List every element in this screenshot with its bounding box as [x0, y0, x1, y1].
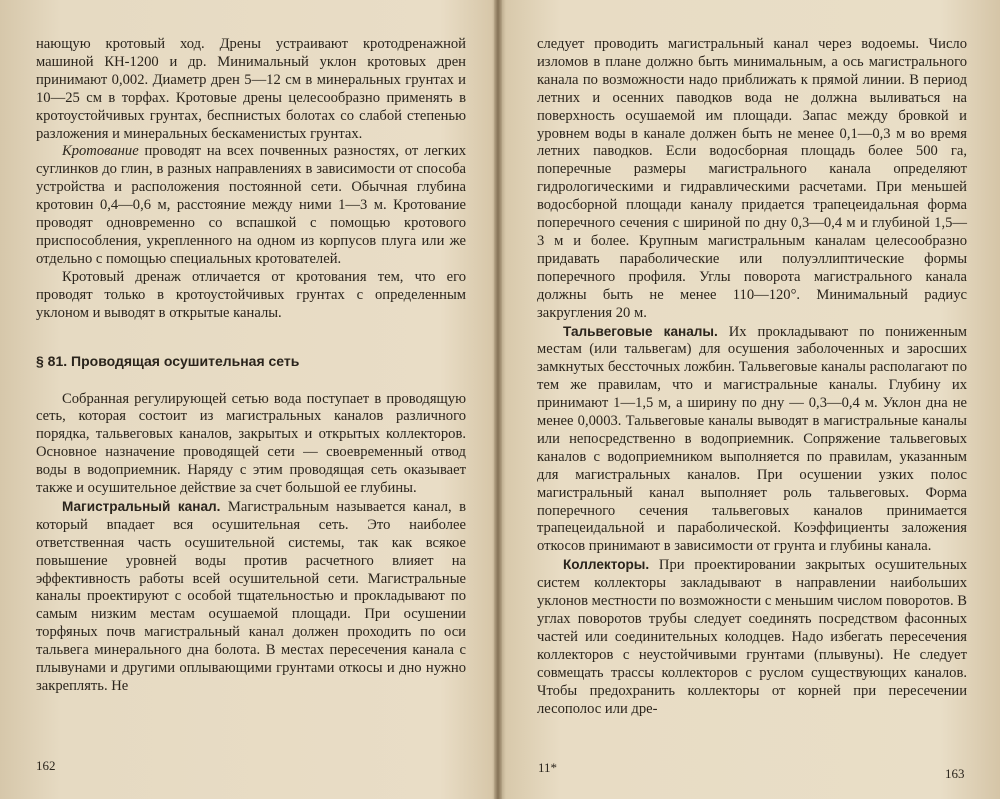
paragraph-main-canal [36, 498, 466, 696]
signature-mark: 11* [538, 760, 558, 775]
paragraph-text: При проектировании закрытых осушительных систем коллекторы закладывают в направлении наибольших уклонов местности по возможности с меньшим числом поворотов. В углах поворотов трубы следует соединять посредством фасонных частей или соединительных колодцев. Надо избегать пересечения коллекторов с неустойчивыми грунтами (плывуны). Не следует совмещать трассы коллекторов с руслом существующих каналов. Чтобы предохранить коллекторы от корней при пересечении лесополос или дре- [537, 557, 967, 717]
right-page [537, 36, 967, 718]
runin-thalweg-canals: Тальвеговые каналы. [563, 323, 718, 339]
paragraph-text: Магистральным называется канал, в который впадает вся осушительная сеть. Это наиболее ответственная часть осушительной системы, так как всякое повышение уровней воды против расчетного влияет на эффективность работы всей осушительной сети. Магистральные каналы проектируют с особой тщательностью и прокладывают по самым низким местам осушаемой площади. При осушении торфяных почв магистральный канал должен проходить по оси тальвега минерального дна болота. В местах пересечения канала с плывунами и другими оплывающими грунтами откосы и дно нужно закреплять. Не [36, 498, 466, 694]
paragraph-text: Их прокладывают по пониженным местам (или тальвегам) для осушения заболоченных и заросших замкнутых бессточных ложбин. Тальвеговые каналы располагают по тем же правилам, что и магистральные каналы. Глубину их принимают 1—1,5 м, а ширину по дну — 0,3—0,4 м. Уклон дна не менее 0,0003. Тальвеговые каналы выводят в магистральные каналы или непосредственно в водоприемник. Сопряжение тальвеговых каналов с водоприемником выполняется по правилам, указанным для магистральных каналов. При осушении узких полос магистральный канал выполняет роль тальвеговых. Форма поперечного сечения тальвеговых каналов принимается трапецеидальной и параболической. Коэффициенты заложения откосов принимают в зависимости от грунта и глубины канала. [537, 323, 967, 555]
runin-main-canal: Магистральный канал. [62, 498, 221, 514]
paragraph-mole-drains: нающую кротовый ход. Дрены устраивают кротодренажной машиной КН-1200 и др. Минимальный уклон кротовых дрен принимают 0,002. Диаметр дрен 5—12 см в минеральных грунтах и 10—25 см в торфах. Кротовые дрены целесообразно применять в кротоустойчивых грунтах, беспнистых болотах со слабой степенью разложения и минеральных бескаменистых грунтах. [36, 36, 466, 142]
runin-collectors: Коллекторы. [563, 557, 650, 573]
book-spine [494, 0, 502, 799]
paragraph-main-canal-cont: следует проводить магистральный канал через водоемы. Число изломов в плане должно быть минимальным, а ось магистрального канала по возможности надо приближать к прямой линии. В период летних и осенних паводков вода не должна выливаться на поверхность осушаемой им площади. Запас между бровкой и уровнем воды в канале должен быть не менее 0,1—0,3 м во время летних паводков. Если водосборная площадь более 500 га, поперечные размеры магистрального канала определяют гидрологическими и гидравлическими расчетами. При меньшей водосборной площади каналу придается трапецеидальная форма поперечного сечения с шириной по дну 0,3—0,4 м и глубиной 1,5—3 м и более. Крупным магистральным каналам целесообразно придавать параболические или полуэллиптические формы поперечного профиля. Углы поворота магистрального канала должны быть не менее 110—120°. Минимальный радиус закругления 20 м. [537, 36, 967, 321]
paragraph-mole-drainage: Кротовый дренаж отличается от кротования тем, что его проводят только в кротоустойчивых грунтах с определенным уклоном и выводят в открытые каналы. [36, 268, 466, 321]
paragraph-text: проводят на всех почвенных разностях, от легких суглинков до глин, в разных направлениях в зависимости от способа устройства и расположения постоянной сети. Обычная глубина кротовин 0,4—0,6 м, расстояние между ними 1—3 м. Кротование проводят одновременно со вспашкой с помощью кротового приспособления, укрепленного на одном из корпусов плуга или же отдельно с помощью специальных кротователей. [36, 143, 466, 267]
paragraph-collectors [537, 556, 967, 718]
page-number-left: 162 [36, 758, 56, 773]
term-krotovanie: Кротование [62, 143, 139, 160]
left-page [36, 36, 466, 696]
section-heading: § 81. Проводящая осушительная сеть [36, 352, 300, 369]
paragraph-mole-plowing [36, 143, 466, 268]
page-number-right: 163 [945, 766, 965, 781]
paragraph-thalweg-canals [537, 323, 967, 557]
paragraph-conducting-network: Собранная регулирующей сетью вода поступает в проводящую сеть, которая состоит из магистральных каналов различного порядка, тальвеговых каналов, закрытых и открытых коллекторов. Основное назначение проводящей сети — своевременный отвод воды в водоприемник. Наряду с этим проводящая сеть оказывает также и осушительное действие за счет большой ее глубины. [36, 390, 466, 497]
